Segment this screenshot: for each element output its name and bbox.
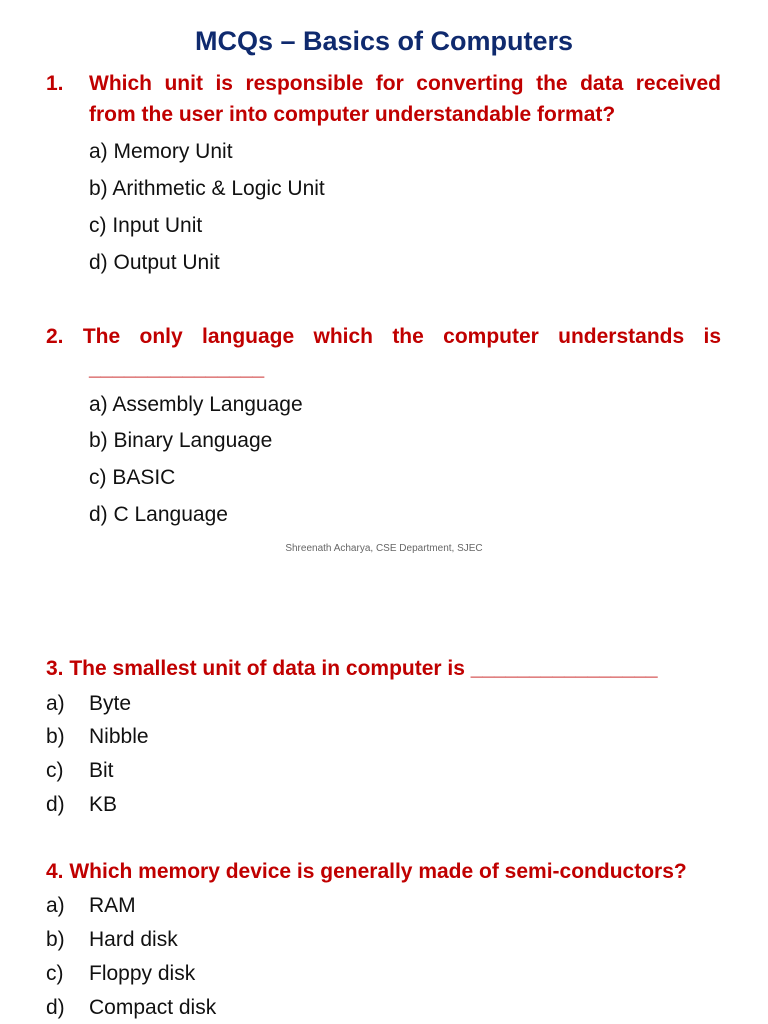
question-3-text: 3. The smallest unit of data in computer is ________________ bbox=[46, 657, 658, 680]
question-3-option-b-text: Nibble bbox=[89, 725, 149, 748]
question-4-text: 4. Which memory device is generally made of semi-conductors? bbox=[46, 860, 687, 883]
question-2-option-c: c) BASIC bbox=[89, 466, 176, 489]
question-3-option-a-letter: a) bbox=[46, 692, 65, 715]
question-4-option-a-letter: a) bbox=[46, 894, 65, 917]
question-1-option-d: d) Output Unit bbox=[89, 251, 220, 274]
question-1-option-a: a) Memory Unit bbox=[89, 140, 233, 163]
question-3-option-a-text: Byte bbox=[89, 692, 132, 715]
question-3-option-d-text: KB bbox=[89, 793, 118, 816]
question-2-option-b: b) Binary Language bbox=[89, 429, 273, 452]
question-2-option-a: a) Assembly Language bbox=[89, 393, 303, 416]
question-4-option-c-text: Floppy disk bbox=[89, 962, 196, 985]
question-1-text-line2: from the user into computer understandable format? bbox=[89, 103, 616, 126]
question-1-option-c: c) Input Unit bbox=[89, 214, 203, 237]
question-4-option-b-text: Hard disk bbox=[89, 928, 178, 951]
question-2-blank: _______________ bbox=[89, 357, 265, 380]
question-3-option-b-letter: b) bbox=[46, 725, 65, 748]
question-4-option-c-letter: c) bbox=[46, 962, 64, 985]
page-title: MCQs – Basics of Computers bbox=[194, 26, 574, 56]
question-3-option-d-letter: d) bbox=[46, 793, 65, 816]
question-4-option-d-letter: d) bbox=[46, 996, 65, 1019]
question-4-option-d-text: Compact disk bbox=[89, 996, 217, 1019]
question-1-number: 1. bbox=[46, 72, 64, 95]
question-4-option-a-text: RAM bbox=[89, 894, 136, 917]
question-1-option-b: b) Arithmetic & Logic Unit bbox=[89, 177, 325, 200]
question-3-option-c-text: Bit bbox=[89, 759, 114, 782]
question-3-option-c-letter: c) bbox=[46, 759, 64, 782]
question-2-text-line1: 2. The only language which the computer understands is bbox=[46, 325, 721, 348]
question-2-option-d: d) C Language bbox=[89, 503, 228, 526]
question-1-text-line1: Which unit is responsible for converting the data received bbox=[89, 72, 721, 95]
slide-footer: Shreenath Acharya, CSE Department, SJEC bbox=[285, 543, 483, 554]
question-4-option-b-letter: b) bbox=[46, 928, 65, 951]
